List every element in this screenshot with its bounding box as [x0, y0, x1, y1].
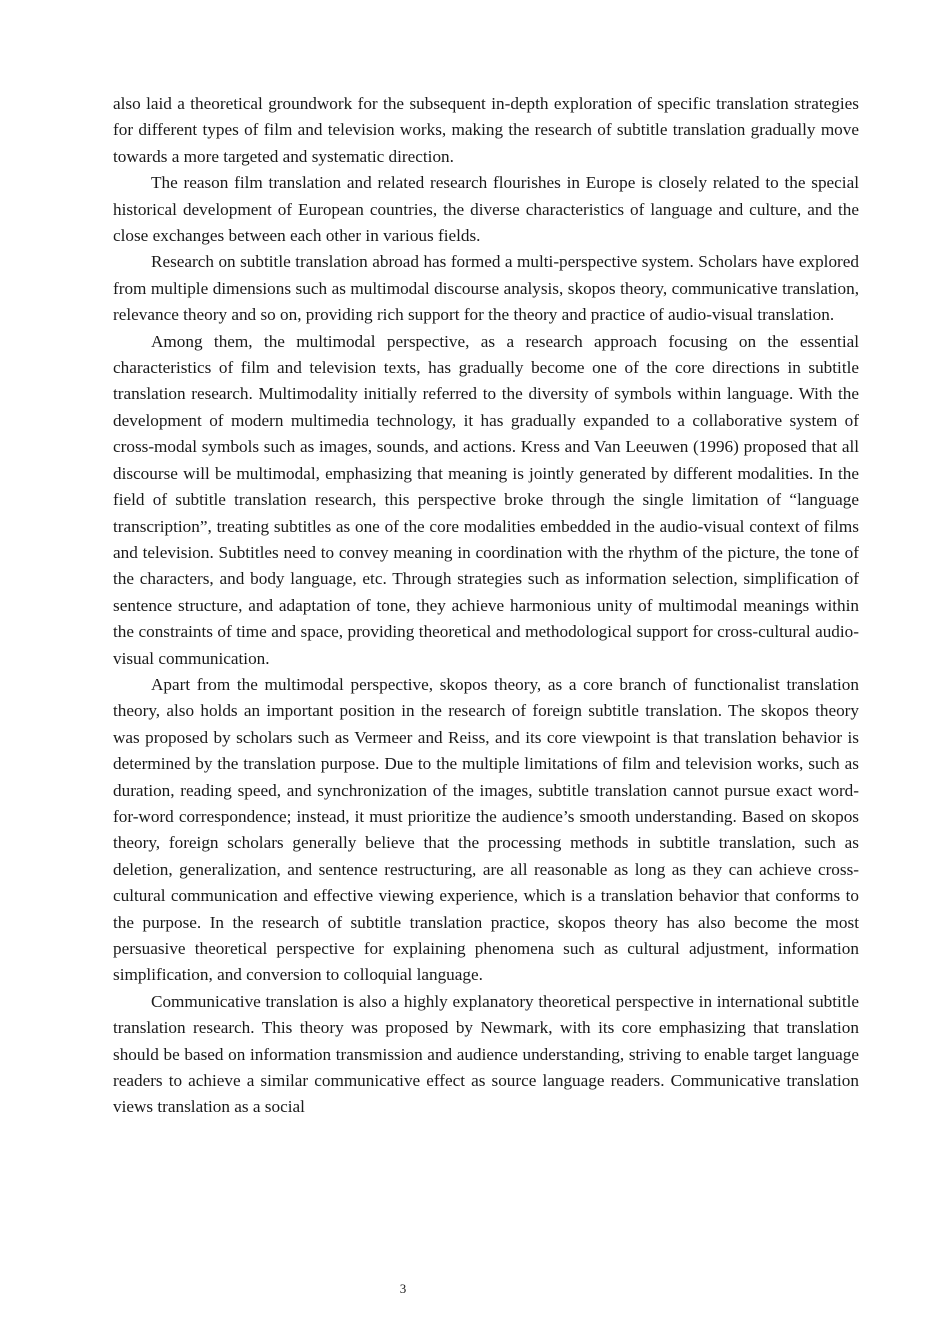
paragraph-continuation: also laid a theoretical groundwork for the subsequent in-depth exploration of specific translation strategies for different types of film and television works, making the research of subtitle translation gradually move towards a more targeted and systematic direction.: [113, 94, 859, 166]
page-number: 3: [399, 1281, 407, 1296]
paragraph-multimodal-perspective: Among them, the multimodal perspective, as a research approach focusing on the essential characteristics of film and television texts, has gradually become one of the core directions in subtitle translation research. Multimodality initially referred to the diversity of symbols within language. With the development of modern multimedia technology, it has gradually expanded to a collaborative system of cross-modal symbols such as images, sounds, and actions. Kress and Van Leeuwen (1996) proposed that all discourse will be multimodal, emphasizing that meaning is jointly generated by different modalities. In the field of subtitle translation research, this perspective broke through the single limitation of “language transcription”, treating subtitles as one of the core modalities embedded in the audio-visual context of films and television. Subtitles need to convey meaning in coordination with the rhythm of the picture, the tone of the characters, and body language, etc. Through strategies such as information selection, simplification of sentence structure, and adaptation of tone, they achieve harmonious unity of multimodal meanings within the constraints of time and space, providing theoretical and methodological support for cross-cultural audio-visual communication.: [113, 331, 859, 668]
body-text: [113, 91, 859, 1121]
paragraph-skopos-theory: Apart from the multimodal perspective, skopos theory, as a core branch of functionalist translation theory, also holds an important position in the research of foreign subtitle translation. The skopos theory was proposed by scholars such as Vermeer and Reiss, and its core viewpoint is that translation behavior is determined by the translation purpose. Due to the multiple limitations of film and television works, such as duration, reading speed, and synchronization of the images, subtitle translation cannot pursue exact word-for-word correspondence; instead, it must prioritize the audience’s smooth understanding. Based on skopos theory, foreign scholars generally believe that the processing methods in subtitle translation, such as deletion, generalization, and sentence restructuring, are all reasonable as long as they can achieve cross-cultural communication and effective viewing experience, which is a translation behavior that conforms to the purpose. In the research of subtitle translation practice, skopos theory has also become the most persuasive theoretical perspective for explaining phenomena such as cultural adjustment, information simplification, and conversion to colloquial language.: [113, 674, 859, 985]
paragraph-multi-perspective-system: Research on subtitle translation abroad has formed a multi-perspective system. Scholars have explored from multiple dimensions such as multimodal discourse analysis, skopos theory, communicative translation, relevance theory and so on, providing rich support for the theory and practice of audio-visual translation.: [113, 252, 859, 325]
paragraph-europe-film-translation: The reason film translation and related research flourishes in Europe is closely related to the special historical development of European countries, the diverse characteristics of language and culture, and the close exchanges between each other in various fields.: [113, 173, 859, 246]
paragraph-communicative-translation: Communicative translation is also a highly explanatory theoretical perspective in international subtitle translation research. This theory was proposed by Newmark, with its core emphasizing that translation should be based on information transmission and audience understanding, striving to enable target language readers to achieve a similar communicative effect as source language readers. Communicative translation views translation as a social: [113, 991, 859, 1117]
